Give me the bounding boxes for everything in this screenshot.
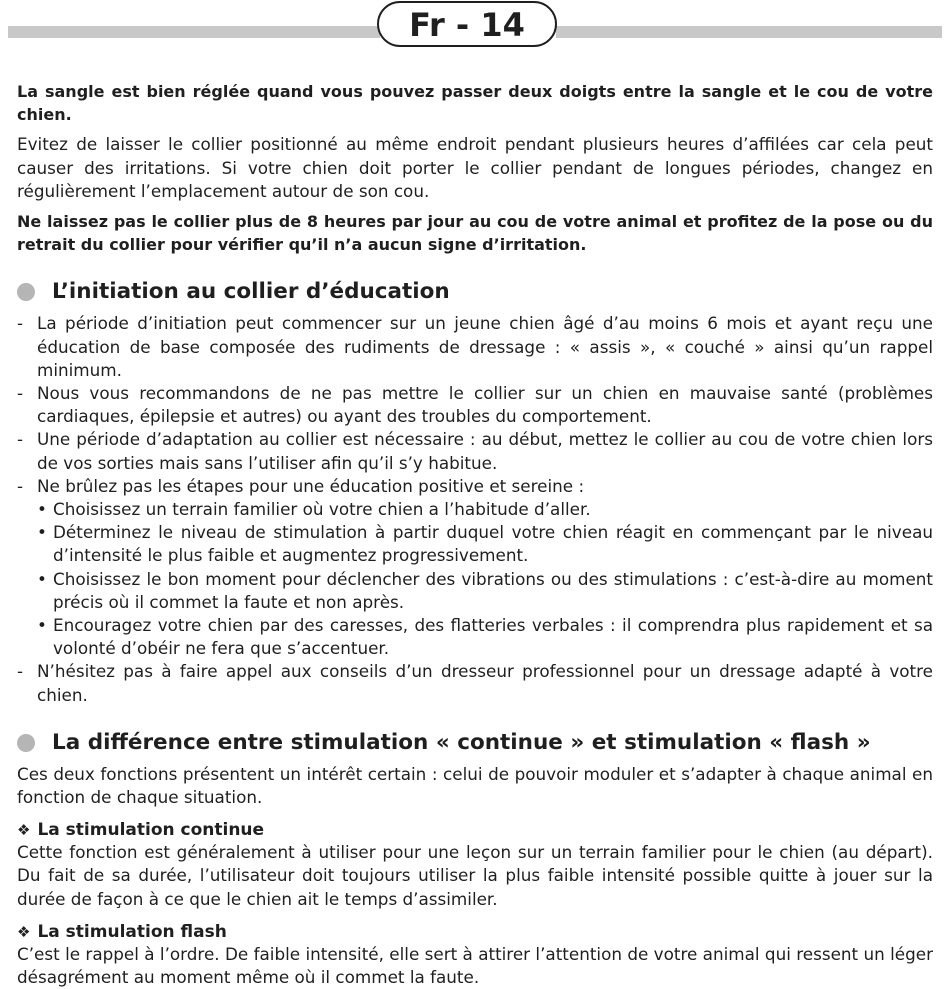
difference-intro: Ces deux fonctions présentent un intérêt certain : celui de pouvoir moduler et s’adapter à chaque animal en fonction de chaque situation. (17, 763, 933, 808)
list-item: - Nous vous recommandons de ne pas mettre le collier sur un chien en mauvaise santé (problèmes cardiaques, épilepsie et autres) ou ayant des troubles du comportement. (17, 382, 933, 428)
sublist-item: • Choisissez le bon moment pour déclencher des vibrations ou des stimulations : c’est-à-dire au moment précis où il commet la faute et non après. (33, 568, 933, 614)
flash-title: La stimulation flash (37, 921, 227, 942)
section-initiation-title: L’initiation au collier d’éducation (52, 279, 450, 305)
section-initiation-heading (17, 278, 933, 306)
section-difference-title: La différence entre stimulation « continue » et stimulation « flash » (52, 729, 871, 755)
heading-bullet-icon (17, 734, 35, 752)
sublist-item: • Choisissez un terrain familier où votre chien a l’habitude d’aller. (33, 498, 933, 521)
steps-sublist (17, 498, 933, 660)
header-bar-left (8, 26, 380, 38)
flash-heading (17, 921, 933, 943)
initiation-list (17, 312, 933, 498)
list-item: - La période d’initiation peut commencer sur un jeune chien âgé d’au moins 6 mois et ayant reçu une éducation de base composée des rudiments de dressage : « assis », « couché » ainsi qu’un rappel minimum. (17, 312, 933, 382)
page-content (17, 80, 933, 989)
sublist-item: • Déterminez le niveau de stimulation à partir duquel votre chien réagit en commençant par le niveau d’intensité le plus faible et augmentez progressivement. (33, 521, 933, 567)
list-item: - Une période d’adaptation au collier est nécessaire : au début, mettez le collier au cou de votre chien lors de vos sorties mais sans l’utiliser afin qu’il s’y habitue. (17, 428, 933, 474)
initiation-list-end (17, 660, 933, 706)
section-difference-heading (17, 729, 933, 757)
heading-bullet-icon (17, 283, 35, 301)
list-item: - N’hésitez pas à faire appel aux conseils d’un dresseur professionnel pour un dressage adapté à votre chien. (17, 660, 933, 706)
sublist-item: • Encouragez votre chien par des caresses, des flatteries verbales : il comprendra plus rapidement et sa volonté d’obéir ne fera que s’accentuer. (33, 614, 933, 660)
intro-irritation-note: Evitez de laisser le collier positionné au même endroit pendant plusieurs heures d’affilées car cela peut causer des irritations. Si votre chien doit porter le collier pendant de longues périodes, changez en régulièrement l’emplacement autour de son cou. (17, 134, 933, 201)
page-number: Fr - 14 (377, 1, 557, 47)
diamond-bullet-icon: ❖ (17, 922, 31, 941)
intro-warning: Ne laissez pas le collier plus de 8 heures par jour au cou de votre animal et profitez de la pose ou du retrait du collier pour vérifier qu’il n’a aucun signe d’irritation. (17, 212, 933, 255)
flash-text: C’est le rappel à l’ordre. De faible intensité, elle sert à attirer l’attention de votre animal qui ressent un léger désagrément au moment même où il commet la faute. (17, 943, 933, 988)
intro-strap-note: La sangle est bien réglée quand vous pouvez passer deux doigts entre la sangle et le cou de votre chien. (17, 82, 933, 125)
list-item-steps (17, 475, 933, 498)
continuous-title: La stimulation continue (37, 820, 265, 841)
continuous-heading (17, 819, 933, 841)
header-bar-right (556, 26, 942, 38)
diamond-bullet-icon: ❖ (17, 821, 31, 840)
continuous-text: Cette fonction est généralement à utiliser pour une leçon sur un terrain familier pour le chien (au départ). Du fait de sa durée, l’utilisateur doit toujours utiliser la plus faible intensité possible quitte à jouer sur la durée de façon à ce que le chien ait le temps d’assimiler. (17, 842, 933, 909)
list-item-text: Ne brûlez pas les étapes pour une éducation positive et sereine : (37, 475, 585, 496)
